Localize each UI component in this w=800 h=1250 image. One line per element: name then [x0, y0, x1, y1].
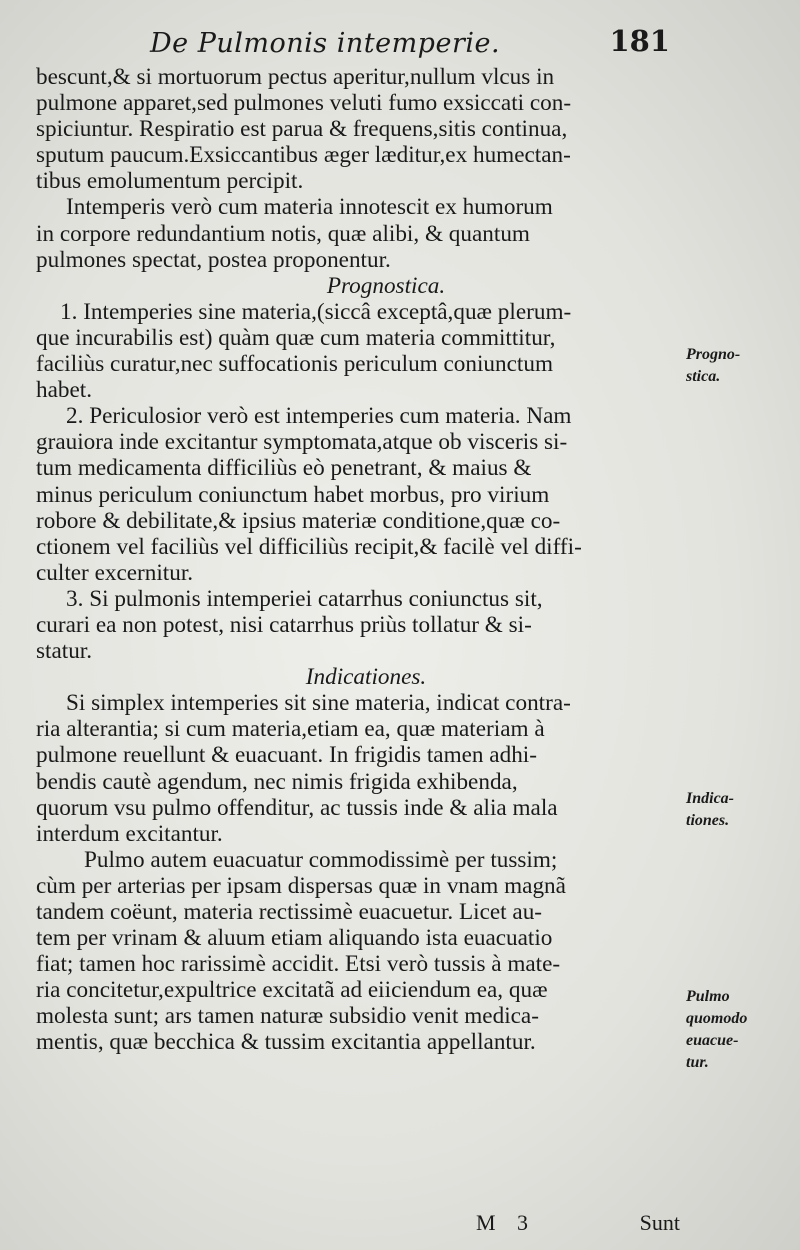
page-footer — [36, 1204, 680, 1244]
text-line: minus periculum coniunctum habet morbus, pro virium — [36, 481, 550, 508]
section-heading-prognostica: Prognostica. — [326, 272, 446, 299]
text-line: 2. Periculosior verò est intemperies cum materia. Nam — [66, 403, 572, 430]
text-line: Pulmo autem euacuatur commodissimè per tussim; — [84, 846, 558, 873]
margin-note-line: quomodo — [686, 1010, 748, 1027]
paragraph-2 — [36, 194, 676, 220]
catchword: Sunt — [639, 1210, 680, 1235]
text-line: Intemperis verò cum materia innotescit ex humorum — [66, 194, 553, 221]
text-line: mentis, quæ becchica & tussim excitantia appellantur. — [36, 1029, 536, 1056]
margin-note-indicationes — [686, 788, 734, 832]
text-line: pulmone apparet,sed pulmones veluti fumo exsiccati con- — [36, 90, 572, 117]
text-line: tandem coëunt, materia rectissimè euacuetur. Licet au- — [36, 899, 543, 925]
text-line: bendis cautè agendum, nec nimis frigida exhibenda, — [36, 768, 518, 795]
paragraph-2-cont — [36, 221, 676, 273]
margin-note-prognostica — [686, 344, 740, 388]
paragraph-5 — [36, 586, 676, 664]
paragraph-6 — [36, 690, 676, 847]
text-line: tibus emolumentum percipit. — [36, 168, 304, 195]
text-line: molesta sunt; ars tamen naturæ subsidio venit medica- — [36, 1003, 539, 1030]
text-line: tum medicamenta difficiliùs eò penetrant, & maius & — [36, 455, 532, 482]
text-line: fiat; tamen hoc rarissimè accidit. Etsi verò tussis à mate- — [36, 951, 561, 978]
text-line: robore & debilitate,& ipsius materiæ conditione,quæ co- — [36, 507, 561, 534]
page-number: 181 — [609, 24, 670, 58]
signature-mark: M 3 — [476, 1210, 537, 1235]
paragraph-4 — [36, 403, 676, 586]
paragraph-7 — [36, 847, 676, 1056]
text-line: pulmones spectat, postea proponentur. — [36, 246, 391, 273]
page-header — [150, 22, 670, 66]
margin-note-line: tiones. — [686, 812, 730, 829]
margin-note-line: euacue- — [686, 1032, 739, 1049]
text-line: ria concitetur,expultrice excitatã ad eiiciendum ea, quæ — [36, 977, 548, 1004]
text-line: statur. — [36, 638, 93, 665]
text-line: faciliùs curatur,nec suffocationis periculum coniunctum — [36, 351, 553, 378]
text-line: grauiora inde excitantur symptomata,atque ob visceris si- — [36, 429, 568, 456]
running-head: De Pulmonis intemperie. — [150, 28, 501, 59]
text-line: pulmone reuellunt & euacuant. In frigidis tamen adhi- — [36, 742, 537, 769]
text-line: ria alterantia; si cum materia,etiam ea, quæ materiam à — [36, 716, 545, 743]
text-line: quorum vsu pulmo offenditur, ac tussis inde & alia mala — [36, 794, 558, 821]
text-line: curari ea non potest, nisi catarrhus priùs tollatur & si- — [36, 611, 532, 638]
text-line: interdum excitantur. — [36, 820, 223, 847]
text-line: habet. — [36, 377, 93, 404]
text-line: tem per vrinam & aluum etiam aliquando ista euacuatio — [36, 925, 553, 952]
margin-note-line: Progno- — [686, 346, 741, 363]
text-line: 3. Si pulmonis intemperiei catarrhus coniunctus sit, — [66, 585, 543, 612]
text-line: spiciuntur. Respiratio est parua & frequens,sitis continua, — [36, 116, 568, 143]
section-heading-indicationes: Indicationes. — [305, 664, 427, 691]
text-line: Si simplex intemperies sit sine materia, indicat contra- — [66, 690, 571, 717]
text-line: culter excernitur. — [36, 559, 194, 586]
paragraph-1 — [36, 64, 676, 194]
text-line: bescunt,& si mortuorum pectus aperitur,nullum vlcus in — [36, 64, 555, 90]
text-line: ctionem vel faciliùs vel difficiliùs recipit,& facilè vel diffi- — [36, 533, 582, 560]
margin-note-line: tur. — [686, 1054, 709, 1071]
text-line: 1. Intemperies sine materia,(siccâ exceptâ,quæ plerum- — [60, 298, 572, 325]
text-line: sputum paucum.Exsiccantibus æger læditur,ex humectan- — [36, 142, 571, 169]
paragraph-3 — [36, 299, 676, 403]
text-line: cùm per arterias per ipsam dispersas quæ in vnam magnã — [36, 872, 566, 899]
body-text — [36, 64, 676, 1056]
margin-note-pulmo — [686, 986, 747, 1074]
margin-note-line: Pulmo — [686, 988, 730, 1005]
margin-note-line: stica. — [686, 368, 721, 385]
margin-notes — [686, 0, 796, 1250]
text-line: que incurabilis est) quàm quæ cum materia committitur, — [36, 324, 556, 351]
margin-note-line: Indica- — [686, 790, 734, 807]
text-line: in corpore redundantium notis, quæ alibi, & quantum — [36, 220, 530, 247]
